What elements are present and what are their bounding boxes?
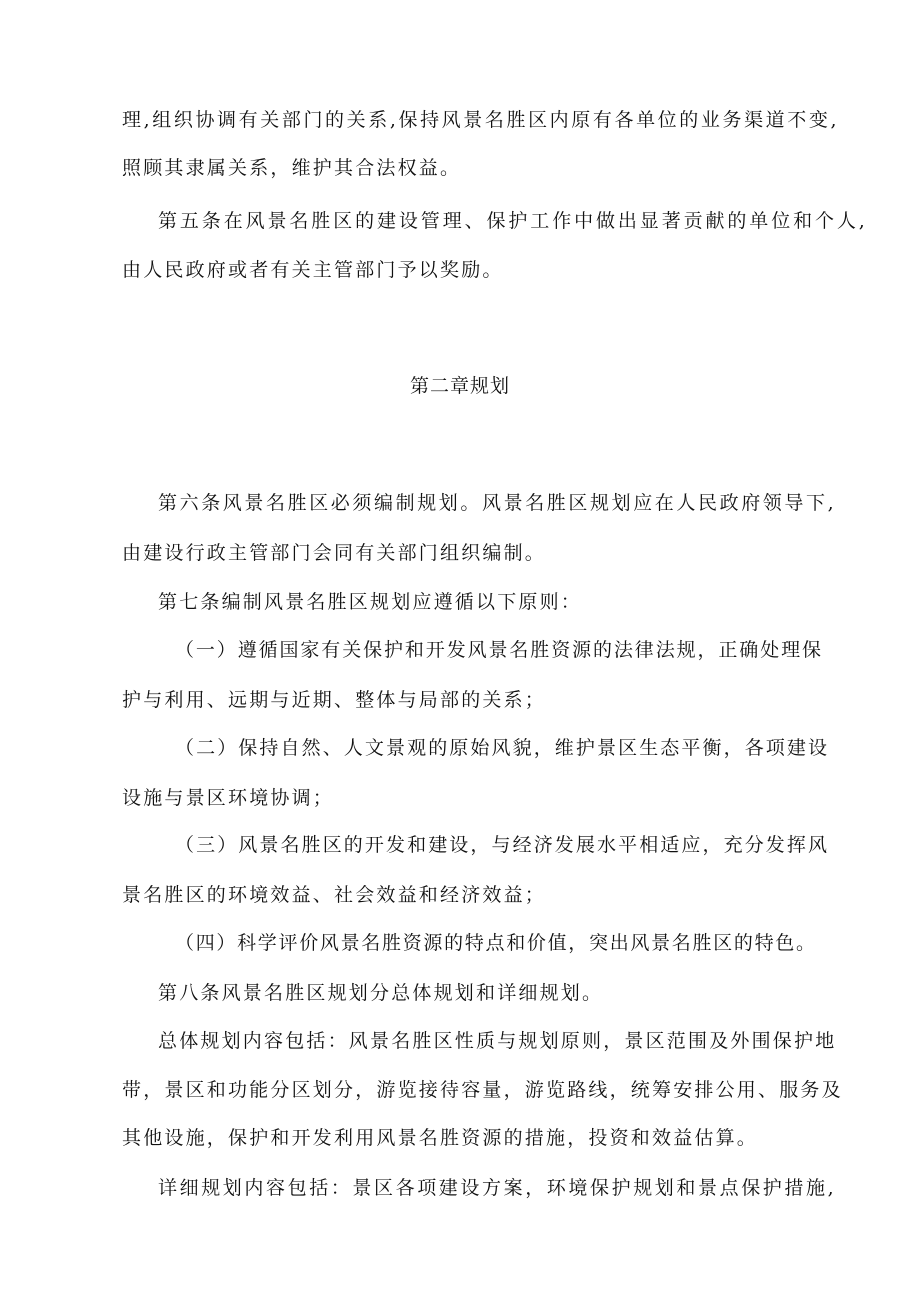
principle-4-line: （四）科学评价风景名胜资源的特点和价值，突出风景名胜区的特色。: [175, 932, 817, 954]
principle-3-line: （三）风景名胜区的开发和建设，与经济发展水平相适应，充分发挥风: [175, 834, 830, 856]
article-5-line: 第五条在风景名胜区的建设管理、保护工作中做出显著贡献的单位和个人,: [158, 210, 868, 232]
paragraph-line: 由人民政府或者有关主管部门予以奖励。: [122, 259, 504, 281]
paragraph-line: 景名胜区的环境效益、社会效益和经济效益；: [122, 884, 547, 906]
paragraph-line: 护与利用、远期与近期、整体与局部的关系；: [122, 689, 547, 711]
principle-1-line: （一）遵循国家有关保护和开发风景名胜资源的法律法规，正确处理保: [175, 639, 823, 661]
paragraph-line: 其他设施，保护和开发利用风景名胜资源的措施，投资和效益估算。: [122, 1127, 759, 1149]
principle-2-line: （二）保持自然、人文景观的原始风貌，维护景区生态平衡，各项建设: [175, 737, 830, 759]
article-7-line: 第七条编制风景名胜区规划应遵循以下原则：: [158, 591, 583, 613]
article-8-line: 第八条风景名胜区规划分总体规划和详细规划。: [158, 982, 604, 1004]
article-6-line: 第六条风景名胜区必须编制规划。风景名胜区规划应在人民政府领导下,: [158, 492, 837, 514]
detailed-plan-line: 详细规划内容包括：景区各项建设方案，环境保护规划和景点保护措施,: [158, 1177, 837, 1199]
paragraph-line: 由建设行政主管部门会同有关部门组织编制。: [122, 542, 547, 564]
overall-plan-line: 总体规划内容包括：风景名胜区性质与规划原则，景区范围及外围保护地: [158, 1030, 837, 1052]
chapter-heading: 第二章规划: [409, 375, 510, 397]
paragraph-line: 设施与景区环境协调；: [122, 787, 335, 809]
paragraph-line: 理,组织协调有关部门的关系,保持风景名胜区内原有各单位的业务渠道不变,: [122, 109, 840, 131]
paragraph-line: 带，景区和功能分区划分，游览接待容量，游览路线，统筹安排公用、服务及: [122, 1079, 843, 1101]
paragraph-line: 照顾其隶属关系，维护其合法权益。: [122, 157, 462, 179]
